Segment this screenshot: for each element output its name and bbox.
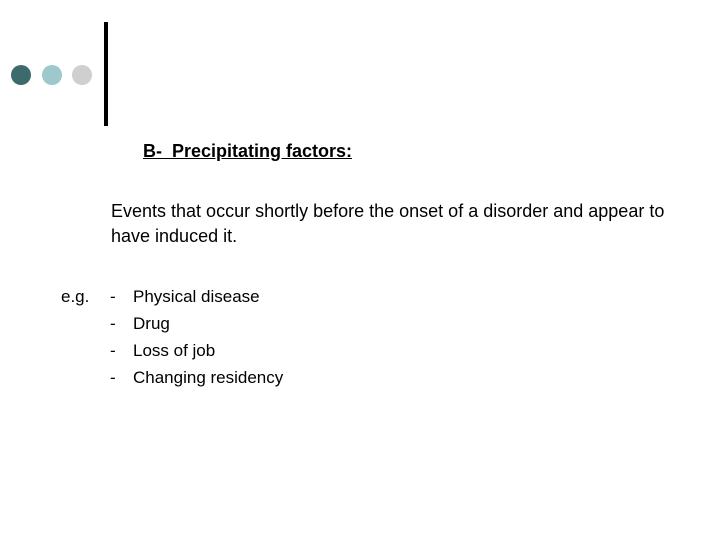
example-label: e.g. xyxy=(61,287,90,306)
list-item xyxy=(110,310,283,337)
list-item xyxy=(110,337,283,364)
definition-paragraph: Events that occur shortly before the onset of a disorder and appear to have induced it. xyxy=(111,201,665,246)
list-item xyxy=(110,364,283,391)
section-heading: B- Precipitating factors: xyxy=(143,141,353,161)
list-item-text: Physical disease xyxy=(133,287,260,306)
bullet-dash: - xyxy=(110,314,116,333)
list-item xyxy=(110,283,283,310)
bullet-dash: - xyxy=(110,368,116,387)
decor-vertical-rule xyxy=(104,22,108,126)
decor-dot-teal xyxy=(42,65,62,85)
list-item-text: Loss of job xyxy=(133,341,216,360)
bullet-dash: - xyxy=(110,287,116,306)
decor-dot-dark xyxy=(11,65,31,85)
list-item-text: Changing residency xyxy=(133,368,284,387)
example-list xyxy=(110,283,283,391)
decor-dot-gray xyxy=(72,65,92,85)
list-item-text: Drug xyxy=(133,314,170,333)
bullet-dash: - xyxy=(110,341,116,360)
